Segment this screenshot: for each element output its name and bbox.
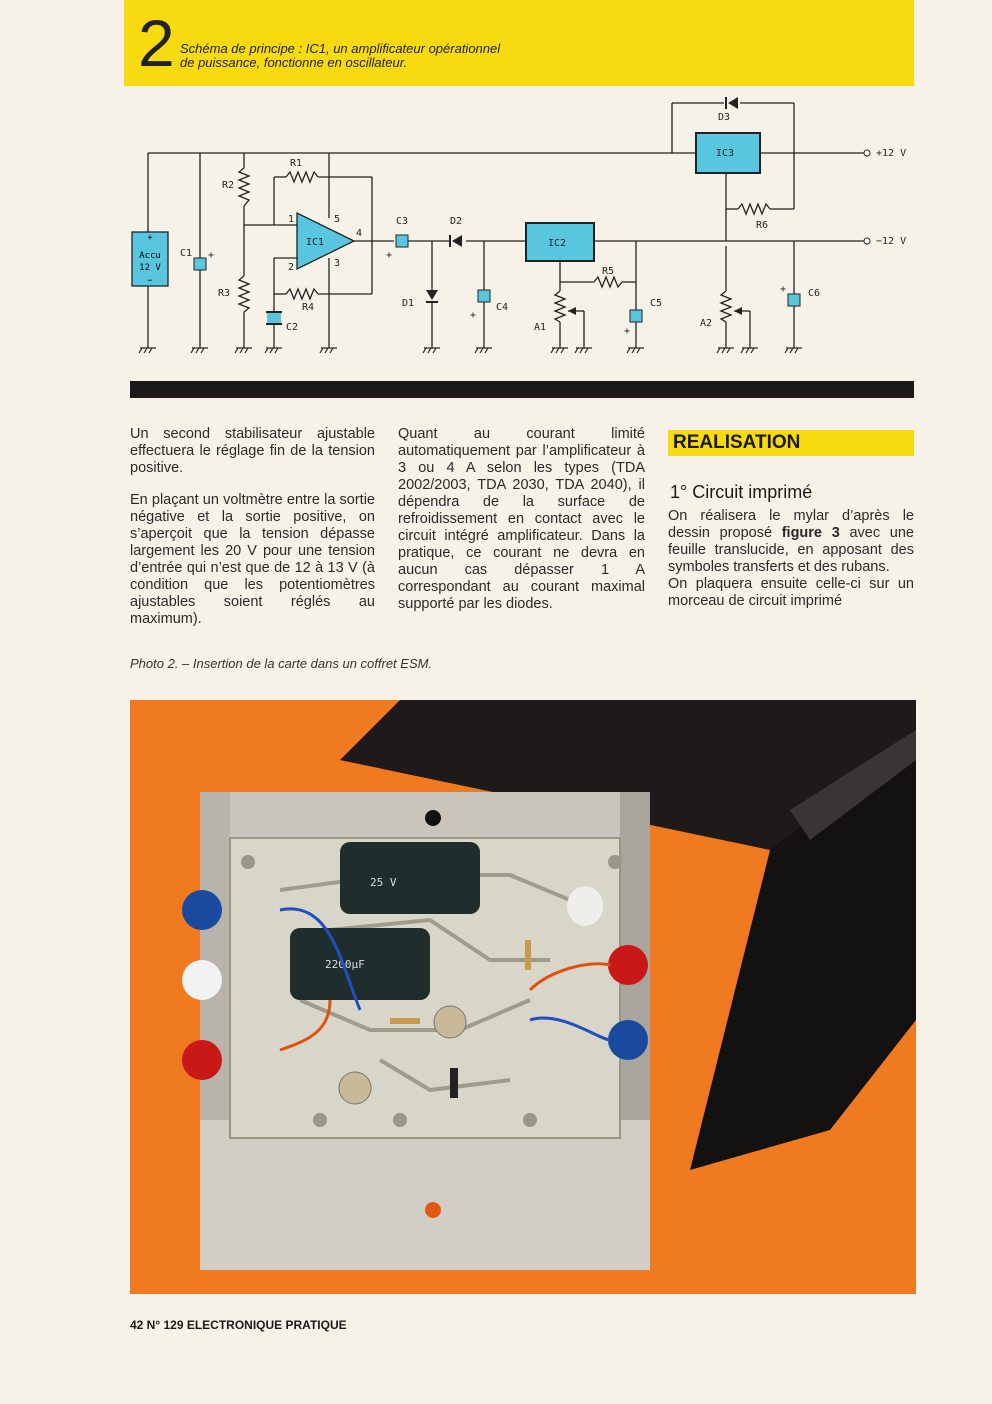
label-r6: R6 [756, 220, 769, 231]
label-c1-plus: + [208, 250, 215, 261]
column-3 [668, 426, 914, 610]
figure-number: 2 [138, 6, 175, 80]
label-c4-plus: + [470, 310, 477, 321]
label-d3: D3 [718, 112, 731, 123]
label-r4: R4 [302, 302, 315, 313]
resistor-r4 [286, 289, 318, 299]
label-vneg: −12 V [876, 236, 907, 247]
figure-caption [180, 42, 740, 70]
capacitor-voltage-text: 25 V [370, 876, 397, 889]
divider-bar [130, 381, 914, 398]
col3-paragraph-1 [668, 508, 914, 576]
label-c6: C6 [808, 288, 821, 299]
label-r2: R2 [222, 180, 235, 191]
label-pin2: 2 [288, 262, 295, 273]
figure-caption-line2: de puissance, fonctionne en oscillateur. [180, 55, 408, 70]
battery-label-1: Accu [139, 251, 161, 261]
page-footer: 42 N° 129 ELECTRONIQUE PRATIQUE [130, 1318, 347, 1332]
label-vpos: +12 V [876, 148, 907, 159]
label-ic3: IC3 [716, 148, 735, 159]
label-c3: C3 [396, 216, 409, 227]
col2-paragraph-1: Quant au courant limité automatiquement par l’amplificateur à 3 ou 4 A selon les types (TDA 2002/2003, TDA 2030, TDA 2040), il dépendra de la surface de refroidissement en contact avec le circuit intégré amplificateur. Dans la pratique, ce courant ne devra en aucun cas dépasser 1 A correspondant au courant maximal supporté par les diodes. [398, 426, 645, 612]
label-r3: R3 [218, 288, 231, 299]
resistor-r3 [239, 276, 249, 312]
diode-d3 [728, 97, 738, 109]
capacitor-c6 [788, 294, 800, 306]
label-c5-plus: + [624, 326, 631, 337]
label-a2: A2 [700, 318, 713, 329]
battery-minus: − [147, 276, 153, 286]
label-pin5: 5 [334, 214, 341, 225]
label-c6-plus: + [780, 284, 787, 295]
capacitor-c5 [630, 310, 642, 322]
label-r1: R1 [290, 158, 303, 169]
diode-d1 [426, 290, 438, 300]
subsection-title: 1° Circuit imprimé [670, 482, 813, 502]
battery-plus: + [147, 233, 153, 243]
label-a1: A1 [534, 322, 547, 333]
label-c2: C2 [286, 322, 299, 333]
col3-paragraph-2: On plaquera ensuite celle-ci sur un morceau de circuit imprimé [668, 576, 914, 609]
label-c4: C4 [496, 302, 509, 313]
label-c1: C1 [180, 248, 193, 259]
capacitor-c1 [194, 258, 206, 270]
label-c3-plus: + [386, 250, 393, 261]
section-title: REALISATION [668, 430, 914, 456]
figure-caption-line1: Schéma de principe : IC1, un amplificateur opérationnel [180, 41, 501, 56]
capacitor-value-text: 2200µF [325, 958, 365, 971]
figure-header [124, 0, 914, 86]
label-d2: D2 [450, 216, 463, 227]
col1-paragraph-2: En plaçant un voltmètre entre la sortie négative et la sortie positive, on s’aperçoit que la tension dépasse largement les 20 V pour une tension d’entrée qui n’est que de 12 à 13 V (à condition que les potentiomètres ajustables soient réglés au maximum). [130, 492, 375, 627]
capacitor-c4 [478, 290, 490, 302]
ground-symbols [139, 348, 802, 353]
circuit-schematic [124, 86, 914, 371]
label-ic2: IC2 [548, 238, 567, 249]
figure-reference: figure 3 [781, 525, 840, 541]
label-pin4: 4 [356, 228, 363, 239]
resistor-r1 [286, 172, 318, 182]
potentiometer-a2 [721, 291, 731, 322]
resistor-r2 [239, 168, 249, 206]
label-ic1: IC1 [306, 237, 325, 248]
col1-paragraph-1: Un second stabilisateur ajustable effectuera le réglage fin de la tension positive. [130, 426, 375, 476]
col3-p1-text-a: On réalisera le mylar d’après le dessin proposé [668, 508, 914, 541]
resistor-r6 [738, 204, 770, 214]
col3-p1-text-b: avec une feuille translucide, en apposant des symboles transferts et des rubans. [668, 525, 914, 575]
capacitor-c3 [396, 235, 408, 247]
label-d1: D1 [402, 298, 415, 309]
label-r5: R5 [602, 266, 615, 277]
resistor-r5 [594, 277, 622, 287]
photo-caption: Photo 2. – Insertion de la carte dans un coffret ESM. [130, 656, 433, 671]
battery-label-2: 12 V [139, 263, 161, 273]
potentiometer-a1 [555, 291, 565, 322]
label-c5: C5 [650, 298, 663, 309]
column-2 [398, 426, 645, 628]
photo-circuit-board [130, 700, 916, 1294]
label-pin1: 1 [288, 214, 295, 225]
diode-d2 [452, 235, 462, 247]
label-pin3: 3 [334, 258, 341, 269]
column-1 [130, 426, 375, 643]
